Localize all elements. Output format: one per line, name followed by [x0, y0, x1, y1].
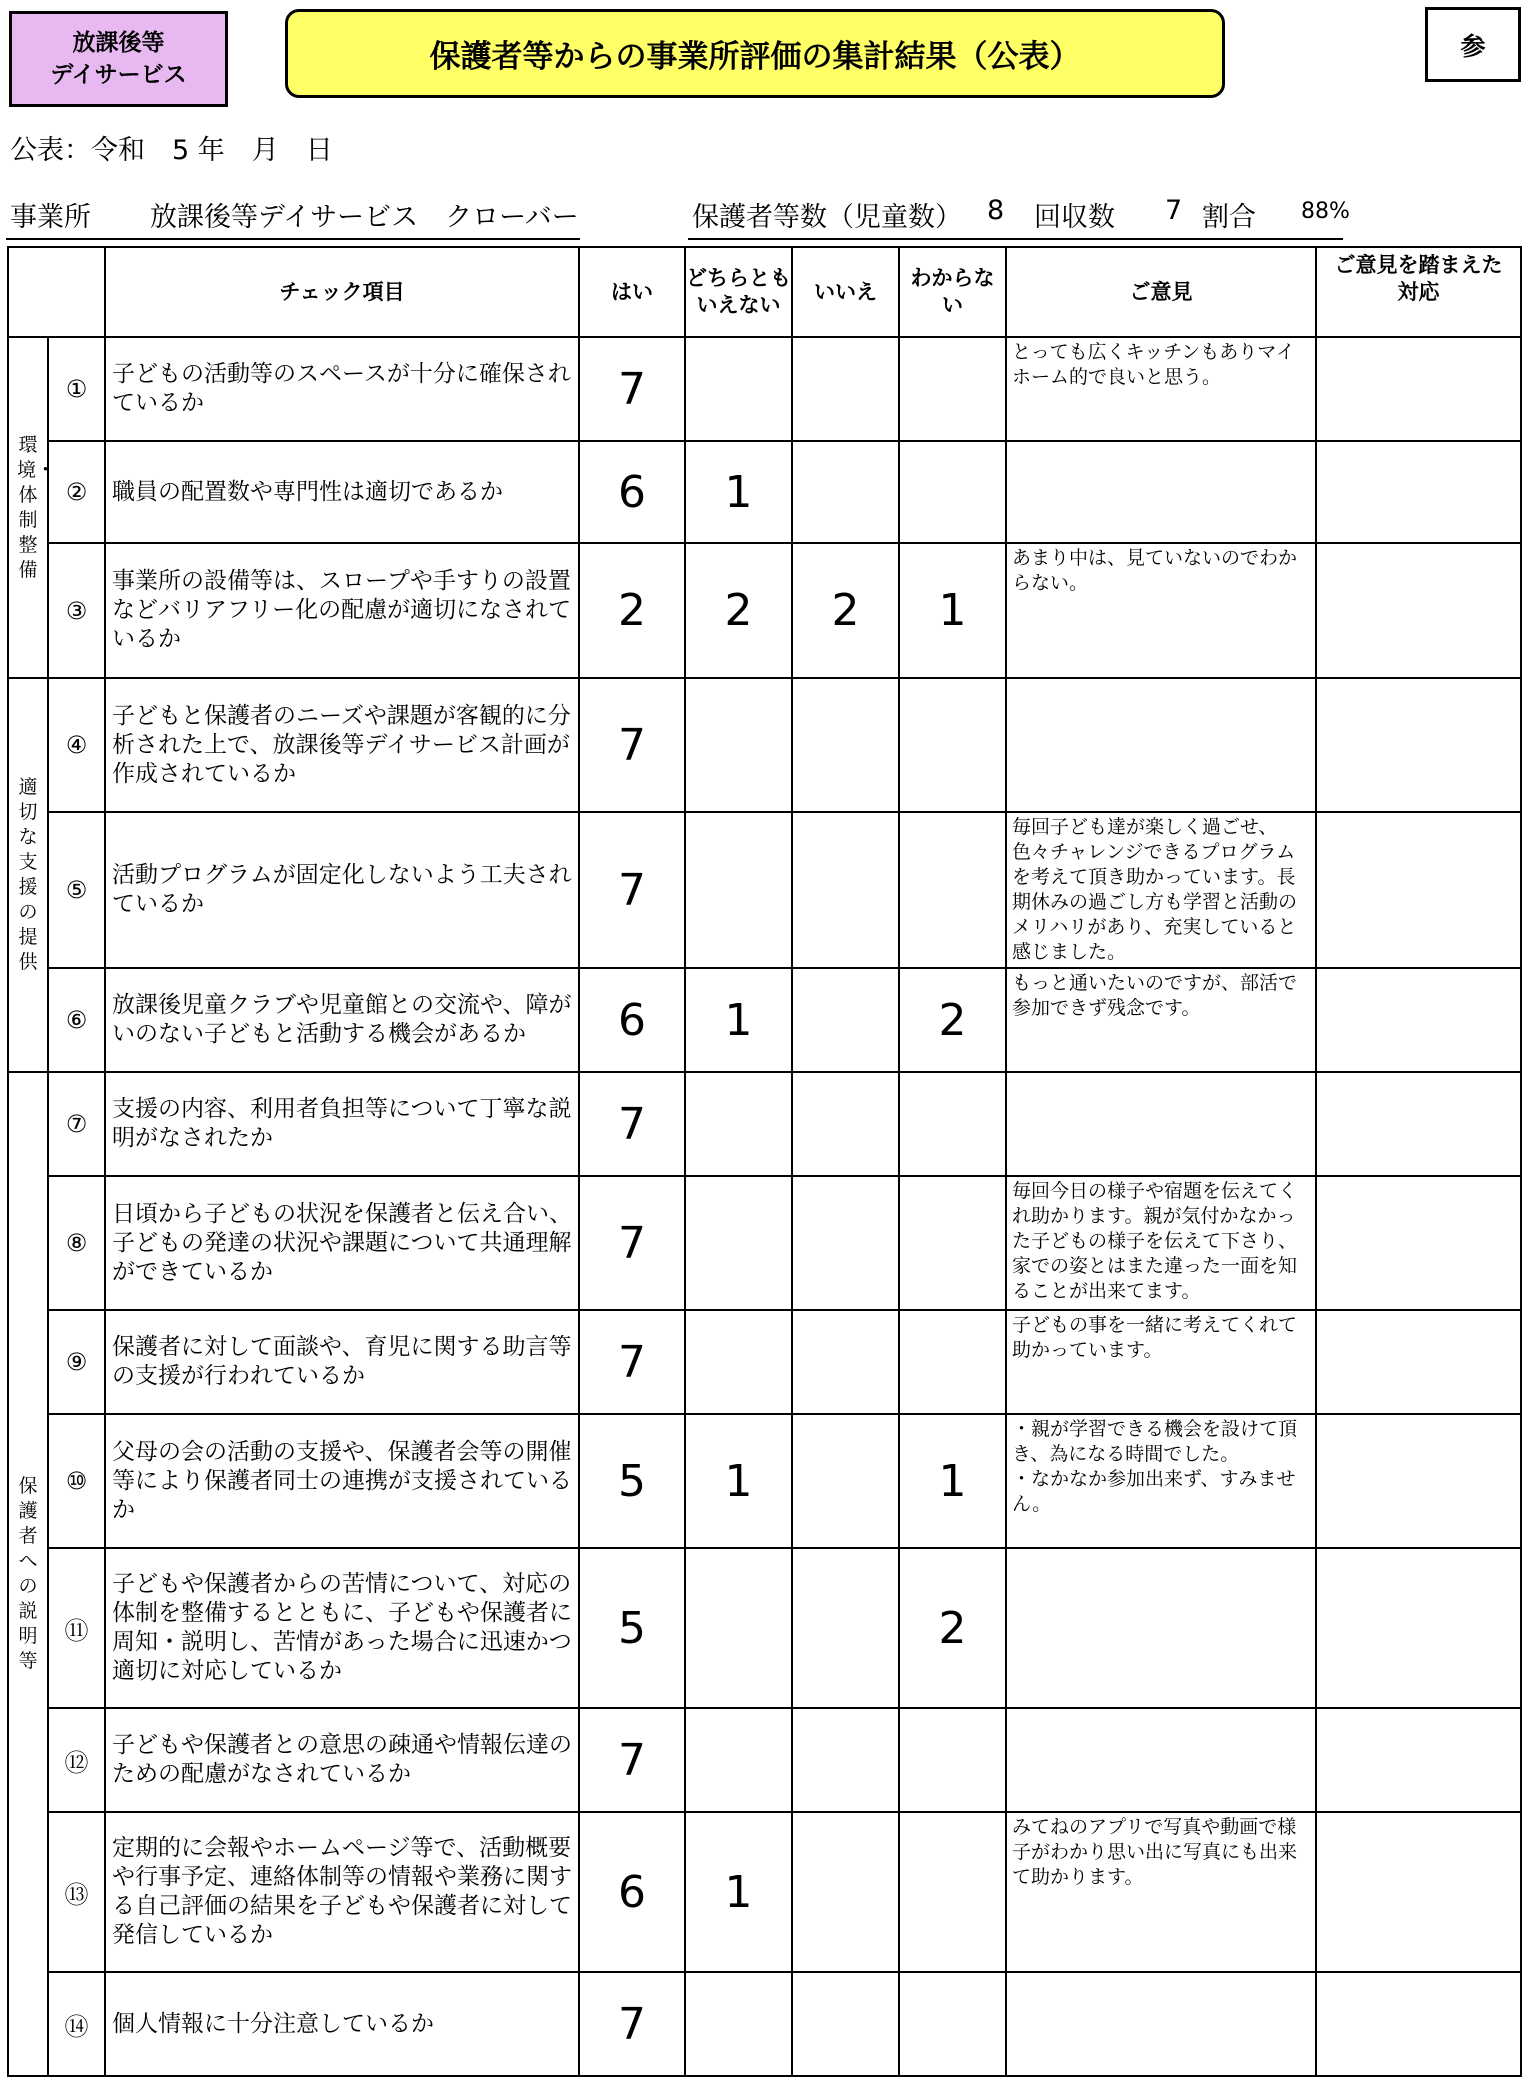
- neither-count: [685, 1310, 792, 1414]
- response-text: [1316, 1548, 1521, 1708]
- opinion-text: [1006, 1972, 1316, 2076]
- yes-count: 2: [579, 543, 685, 678]
- evaluation-table: [7, 246, 1522, 2077]
- opinion-text: [1006, 1708, 1316, 1812]
- unknown-count: [899, 441, 1006, 543]
- response-text: [1316, 1176, 1521, 1310]
- no-count: [792, 812, 899, 968]
- no-count: [792, 968, 899, 1072]
- unknown-count: 2: [899, 1548, 1006, 1708]
- no-count: [792, 1310, 899, 1414]
- yes-count: 7: [579, 1708, 685, 1812]
- header-opinion: ご意見: [1006, 247, 1316, 337]
- response-text: [1316, 1812, 1521, 1972]
- unknown-count: 1: [899, 1414, 1006, 1548]
- page-title: 保護者等からの事業所評価の集計結果（公表）: [285, 9, 1225, 98]
- neither-count: [685, 1708, 792, 1812]
- header-response: ご意見を踏まえた 対応: [1316, 247, 1521, 337]
- category-cell: [8, 337, 56, 678]
- header-no: いいえ: [792, 247, 899, 337]
- yes-count: 7: [579, 812, 685, 968]
- opinion-text: とっても広くキッチンもありマイホーム的で良いと思う。: [1006, 337, 1316, 441]
- response-text: [1316, 968, 1521, 1072]
- table-row: [8, 1414, 1521, 1548]
- office-name: 放課後等デイサービス クローバー: [150, 202, 579, 233]
- item-number: ①: [48, 337, 105, 441]
- unknown-count: [899, 1708, 1006, 1812]
- yes-count: 5: [579, 1548, 685, 1708]
- question-text: 子どもや保護者からの苦情について、対応の体制を整備するとともに、子どもや保護者に周知・説明し、苦情があった場合に迅速かつ適切に対応しているか: [105, 1548, 579, 1708]
- header-neither: どちらとも いえない: [685, 247, 792, 337]
- unknown-count: 1: [899, 543, 1006, 678]
- unknown-count: [899, 1310, 1006, 1414]
- stats-underline: [688, 238, 1343, 240]
- response-text: [1316, 441, 1521, 543]
- question-text: 子どもや保護者との意思の疎通や情報伝達のための配慮がなされているか: [105, 1708, 579, 1812]
- neither-count: 1: [685, 1812, 792, 1972]
- unknown-count: [899, 678, 1006, 812]
- guardians-label: 保護者等数（児童数）: [692, 202, 962, 233]
- response-text: [1316, 337, 1521, 441]
- neither-count: 2: [685, 543, 792, 678]
- opinion-text: もっと通いたいのですが、部活で参加できず残念です。: [1006, 968, 1316, 1072]
- neither-count: [685, 1548, 792, 1708]
- table-row: [8, 1708, 1521, 1812]
- no-count: [792, 1708, 899, 1812]
- no-count: [792, 1972, 899, 2076]
- response-text: [1316, 812, 1521, 968]
- opinion-text: [1006, 1072, 1316, 1176]
- yes-count: 6: [579, 1812, 685, 1972]
- category-label: 保護者への説明等: [18, 1475, 38, 1672]
- item-number: ⑪: [48, 1548, 105, 1708]
- neither-count: [685, 1176, 792, 1310]
- item-number: ⑤: [48, 812, 105, 968]
- opinion-text: みてねのアプリで写真や動画で様子がわかり思い出に写真にも出来て助かります。: [1006, 1812, 1316, 1972]
- question-text: 職員の配置数や専門性は適切であるか: [105, 441, 579, 543]
- table-row: [8, 1548, 1521, 1708]
- opinion-text: 毎回子ども達が楽しく過ごせ、色々チャレンジできるプログラムを考えて頂き助かっています。長期休みの過ごし方も学習と活動のメリハリがあり、充実していると感じました。: [1006, 812, 1316, 968]
- question-text: 放課後児童クラブや児童館との交流や、障がいのない子どもと活動する機会があるか: [105, 968, 579, 1072]
- unknown-count: 2: [899, 968, 1006, 1072]
- table-row: [8, 968, 1521, 1072]
- yes-count: 7: [579, 1072, 685, 1176]
- unknown-count: [899, 1972, 1006, 2076]
- unknown-count: [899, 1812, 1006, 1972]
- ratio-label: 割合: [1202, 202, 1256, 233]
- response-text: [1316, 543, 1521, 678]
- question-text: 支援の内容、利用者負担等について丁寧な説明がなされたか: [105, 1072, 579, 1176]
- item-number: ⑩: [48, 1414, 105, 1548]
- header-yes: はい: [579, 247, 685, 337]
- table-row: [8, 337, 1521, 441]
- item-number: ⑥: [48, 968, 105, 1072]
- header-blank: [8, 247, 105, 337]
- yes-count: 7: [579, 1176, 685, 1310]
- table-header-row: [8, 247, 1521, 337]
- table-row: [8, 441, 1521, 543]
- item-number: ⑬: [48, 1812, 105, 1972]
- no-count: [792, 1072, 899, 1176]
- response-text: [1316, 1414, 1521, 1548]
- yes-count: 7: [579, 1310, 685, 1414]
- category-cell: [8, 678, 48, 1072]
- no-count: [792, 1176, 899, 1310]
- neither-count: [685, 1072, 792, 1176]
- neither-count: 1: [685, 968, 792, 1072]
- question-text: 日頃から子どもの状況を保護者と伝え合い、子どもの発達の状況や課題について共通理解ができているか: [105, 1176, 579, 1310]
- opinion-text: 子どもの事を一緒に考えてくれて助かっています。: [1006, 1310, 1316, 1414]
- opinion-text: ・親が学習できる機会を設けて頂き、為になる時間でした。 ・なかなか参加出来ず、すみません。: [1006, 1414, 1316, 1548]
- yes-count: 5: [579, 1414, 685, 1548]
- unknown-count: [899, 337, 1006, 441]
- question-text: 個人情報に十分注意しているか: [105, 1972, 579, 2076]
- unknown-count: [899, 1176, 1006, 1310]
- guardians-count: 8: [987, 195, 1005, 226]
- neither-count: 1: [685, 1414, 792, 1548]
- yes-count: 7: [579, 1972, 685, 2076]
- opinion-text: [1006, 678, 1316, 812]
- table-row: [8, 1072, 1521, 1176]
- question-text: 子どもの活動等のスペースが十分に確保されているか: [105, 337, 579, 441]
- opinion-text: [1006, 1548, 1316, 1708]
- collected-label: 回収数: [1034, 202, 1115, 233]
- item-number: ②: [48, 441, 105, 543]
- response-text: [1316, 1972, 1521, 2076]
- no-count: [792, 441, 899, 543]
- yes-count: 7: [579, 678, 685, 812]
- neither-count: [685, 337, 792, 441]
- opinion-text: 毎回今日の様子や宿題を伝えてくれ助かります。親が気付かなかった子どもの様子を伝えて下さり、家での姿とはまた違った一面を知ることが出来てます。: [1006, 1176, 1316, 1310]
- unknown-count: [899, 1072, 1006, 1176]
- question-text: 事業所の設備等は、スロープや手すりの設置などバリアフリー化の配慮が適切になされているか: [105, 543, 579, 678]
- header-check-item: チェック項目: [105, 247, 579, 337]
- table-row: [8, 1176, 1521, 1310]
- category-cell: [8, 1072, 48, 2076]
- yes-count: 6: [579, 441, 685, 543]
- office-underline: [6, 238, 580, 240]
- neither-count: [685, 678, 792, 812]
- item-number: ⑨: [48, 1310, 105, 1414]
- item-number: ⑧: [48, 1176, 105, 1310]
- item-number: ③: [48, 543, 105, 678]
- table-row: [8, 678, 1521, 812]
- category-label: 環境・体制整備: [17, 433, 56, 581]
- item-number: ⑭: [48, 1972, 105, 2076]
- table-row: [8, 1310, 1521, 1414]
- header-unknown: わからな い: [899, 247, 1006, 337]
- response-text: [1316, 1072, 1521, 1176]
- unknown-count: [899, 812, 1006, 968]
- no-count: [792, 678, 899, 812]
- question-text: 定期的に会報やホームページ等で、活動概要や行事予定、連絡体制等の情報や業務に関する自己評価の結果を子どもや保護者に対して発信しているか: [105, 1812, 579, 1972]
- item-number: ④: [48, 678, 105, 812]
- table-row: [8, 1812, 1521, 1972]
- neither-count: 1: [685, 441, 792, 543]
- reference-mark: 参: [1425, 7, 1521, 82]
- yes-count: 7: [579, 337, 685, 441]
- ratio-value: 88%: [1301, 199, 1350, 224]
- item-number: ⑫: [48, 1708, 105, 1812]
- opinion-text: あまり中は、見ていないのでわからない。: [1006, 543, 1316, 678]
- no-count: [792, 1812, 899, 1972]
- no-count: [792, 1548, 899, 1708]
- yes-count: 6: [579, 968, 685, 1072]
- service-type-badge: 放課後等 デイサービス: [9, 11, 228, 107]
- table-row: [8, 812, 1521, 968]
- question-text: 子どもと保護者のニーズや課題が客観的に分析された上で、放課後等デイサービス計画が作成されているか: [105, 678, 579, 812]
- no-count: [792, 337, 899, 441]
- table-row: [8, 1972, 1521, 2076]
- question-text: 活動プログラムが固定化しないよう工夫されているか: [105, 812, 579, 968]
- question-text: 保護者に対して面談や、育児に関する助言等の支援が行われているか: [105, 1310, 579, 1414]
- response-text: [1316, 1708, 1521, 1812]
- neither-count: [685, 1972, 792, 2076]
- question-text: 父母の会の活動の支援や、保護者会等の開催等により保護者同士の連携が支援されているか: [105, 1414, 579, 1548]
- table-row: [8, 543, 1521, 678]
- opinion-text: [1006, 441, 1316, 543]
- neither-count: [685, 812, 792, 968]
- response-text: [1316, 1310, 1521, 1414]
- office-label: 事業所: [10, 202, 91, 233]
- publish-date: 公表：令和 5 年 月 日: [10, 135, 333, 166]
- category-label: 適切な支援の提供: [18, 776, 38, 973]
- collected-count: 7: [1165, 195, 1183, 226]
- response-text: [1316, 678, 1521, 812]
- no-count: 2: [792, 543, 899, 678]
- item-number: ⑦: [48, 1072, 105, 1176]
- no-count: [792, 1414, 899, 1548]
